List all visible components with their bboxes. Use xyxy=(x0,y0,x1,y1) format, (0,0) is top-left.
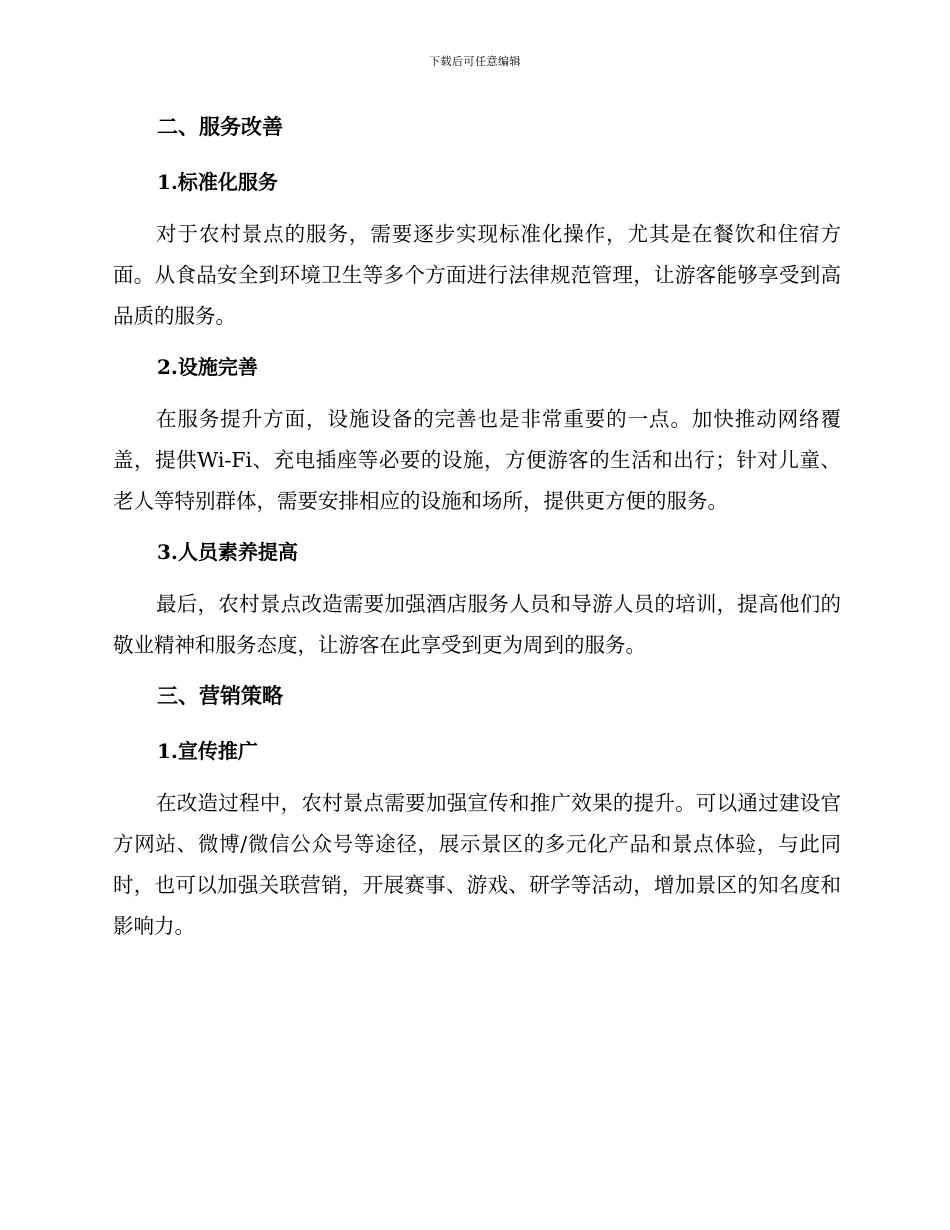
subsection-title-staff: 3.人员素养提高 xyxy=(157,540,298,564)
page-header-note: 下载后可任意编辑 xyxy=(429,55,521,68)
section-heading-service: 二、服务改善 xyxy=(157,114,283,139)
subsection-title-standardization: 1.标准化服务 xyxy=(157,170,278,194)
subsection-title-promotion: 1.宣传推广 xyxy=(157,739,258,763)
paragraph-promotion: 在改造过程中，农村景点需要加强宣传和推广效果的提升。可以通过建设官方网站、微博/微信公众号等途径，展示景区的多元化产品和景点体验，与此同时，也可以加强关联营销，开展赛事、游戏、研学等活动，增加景区的知名度和影响力。 xyxy=(113,791,841,938)
paragraph-staff: 最后，农村景点改造需要加强酒店服务人员和导游人员的培训，提高他们的敬业精神和服务态度，让游客在此享受到更为周到的服务。 xyxy=(113,592,841,657)
subsection-title-facilities: 2.设施完善 xyxy=(157,355,258,379)
paragraph-facilities: 在服务提升方面，设施设备的完善也是非常重要的一点。加快推动网络覆盖，提供Wi-Fi、充电插座等必要的设施，方便游客的生活和出行；针对儿童、老人等特别群体，需要安排相应的设施和场所，提供更方便的服务。 xyxy=(113,407,841,513)
paragraph-standardization: 对于农村景点的服务，需要逐步实现标准化操作，尤其是在餐饮和住宿方面。从食品安全到环境卫生等多个方面进行法律规范管理，让游客能够享受到高品质的服务。 xyxy=(113,222,841,328)
section-heading-marketing: 三、营销策略 xyxy=(157,683,283,708)
document-body xyxy=(113,110,841,947)
